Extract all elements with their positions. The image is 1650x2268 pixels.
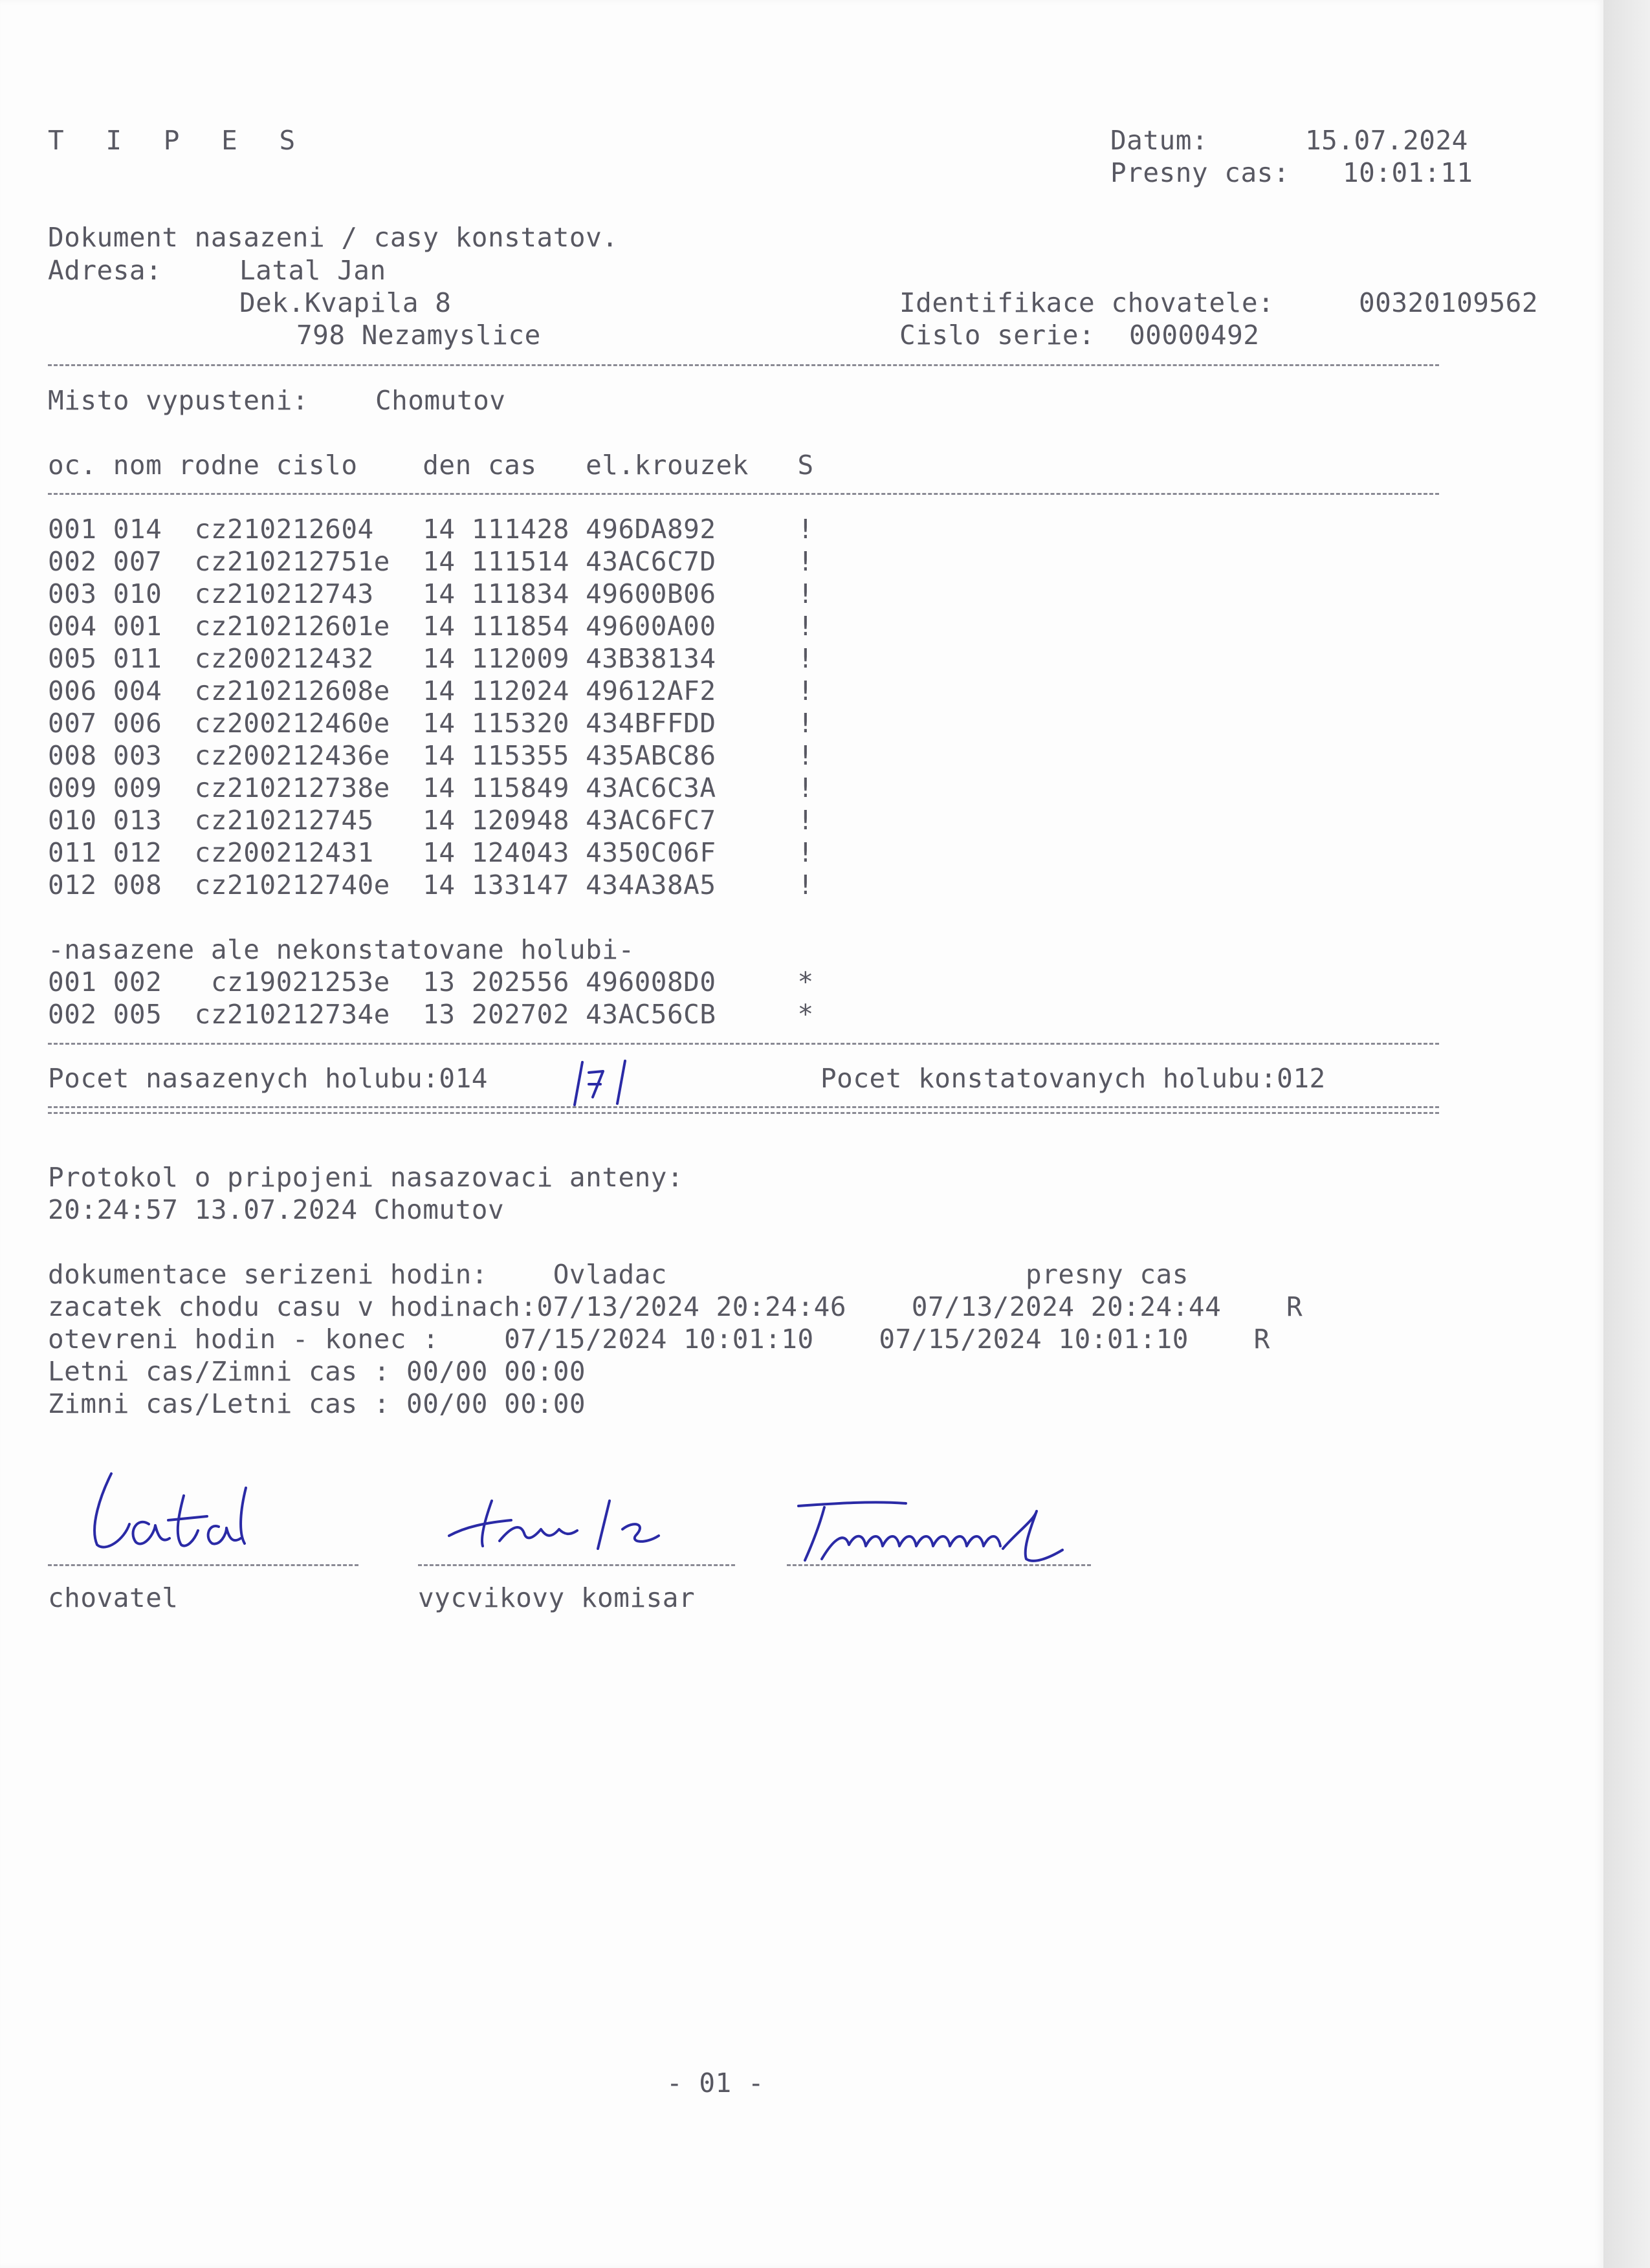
double-divider xyxy=(48,1106,1439,1114)
breeder-signature xyxy=(71,1462,252,1565)
table-row: 006 004 cz210212608e 14 112024 49612AF2 ! xyxy=(48,675,814,706)
document-title: Dokument nasazeni / casy konstatov. xyxy=(48,222,619,253)
table-row: 001 002 cz19021253e 13 202556 496008D0 * xyxy=(48,966,814,998)
protocol-heading: Protokol o pripojeni nasazovaci anteny: xyxy=(48,1162,684,1193)
table-header: oc. nom rodne cislo den cas el.krouzek S xyxy=(48,450,814,481)
breeder-city: 798 Nezamyslice xyxy=(296,320,541,351)
dst-winter-summer: Zimni cas/Letni cas : 00/00 00:00 xyxy=(48,1388,586,1419)
divider xyxy=(48,1043,1439,1045)
divider xyxy=(48,493,1439,495)
breeder-id: 00320109562 xyxy=(1359,287,1539,318)
third-signature xyxy=(796,1494,1068,1572)
breeder-label: chovatel xyxy=(48,1582,179,1613)
commissioner-signature-line xyxy=(418,1564,735,1566)
page-number: - 01 - xyxy=(666,2067,765,2099)
clock-start: zacatek chodu casu v hodinach:07/13/2024 20:24:46 07/13/2024 20:24:44 R xyxy=(48,1291,1303,1322)
table-row: 008 003 cz200212436e 14 115355 435ABC86 ! xyxy=(48,740,814,771)
breeder-street: Dek.Kvapila 8 xyxy=(239,287,452,318)
time-label: Presny cas: xyxy=(1110,157,1290,188)
breeder-name: Latal Jan xyxy=(239,255,386,286)
third-signature-line xyxy=(787,1564,1091,1566)
breeder-id-label: Identifikace chovatele: xyxy=(899,287,1275,318)
breeder-signature-line xyxy=(48,1564,358,1566)
release-label: Misto vypusteni: xyxy=(48,385,309,416)
time-value: 10:01:11 xyxy=(1343,157,1473,188)
dst-summer-winter: Letni cas/Zimni cas : 00/00 00:00 xyxy=(48,1356,586,1387)
date-value: 15.07.2024 xyxy=(1305,125,1468,156)
brand-title: T I P E S xyxy=(48,125,309,156)
table-row: 009 009 cz210212738e 14 115849 43AC6C3A ! xyxy=(48,772,814,803)
divider xyxy=(48,364,1439,366)
table-row: 011 012 cz200212431 14 124043 4350C06F ! xyxy=(48,837,814,868)
clocked-count: Pocet konstatovanych holubu:012 xyxy=(820,1063,1326,1094)
table-row: 005 011 cz200212432 14 112009 43B38134 ! xyxy=(48,643,814,674)
series-label: Cislo serie: xyxy=(899,320,1095,351)
protocol-line: 20:24:57 13.07.2024 Chomutov xyxy=(48,1194,505,1225)
table-row: 007 006 cz200212460e 14 115320 434BFFDD ! xyxy=(48,708,814,739)
address-label: Adresa: xyxy=(48,255,162,286)
table-row: 003 010 cz210212743 14 111834 49600B06 ! xyxy=(48,578,814,609)
paper-edge xyxy=(1603,0,1650,2268)
series-number: 00000492 xyxy=(1129,320,1260,351)
table-row: 012 008 cz210212740e 14 133147 434A38A5 ! xyxy=(48,869,814,900)
table-row: 002 005 cz210212734e 13 202702 43AC56CB * xyxy=(48,999,814,1030)
release-place: Chomutov xyxy=(375,385,506,416)
entered-count: Pocet nasazenych holubu:014 xyxy=(48,1063,488,1094)
handwritten-count-mark xyxy=(563,1058,634,1110)
table-row: 001 014 cz210212604 14 111428 496DA892 ! xyxy=(48,514,814,545)
unregistered-heading: -nasazene ale nekonstatovane holubi- xyxy=(48,934,635,965)
commissioner-signature xyxy=(440,1481,673,1559)
clock-open: otevreni hodin - konec : 07/15/2024 10:01:10 07/15/2024 10:01:10 R xyxy=(48,1324,1270,1355)
date-label: Datum: xyxy=(1110,125,1209,156)
clock-header: dokumentace serizeni hodin: Ovladac presny cas xyxy=(48,1259,1189,1290)
table-row: 002 007 cz210212751e 14 111514 43AC6C7D ! xyxy=(48,546,814,577)
table-row: 010 013 cz210212745 14 120948 43AC6FC7 ! xyxy=(48,805,814,836)
commissioner-label: vycvikovy komisar xyxy=(418,1582,696,1613)
table-row: 004 001 cz210212601e 14 111854 49600A00 ! xyxy=(48,611,814,642)
